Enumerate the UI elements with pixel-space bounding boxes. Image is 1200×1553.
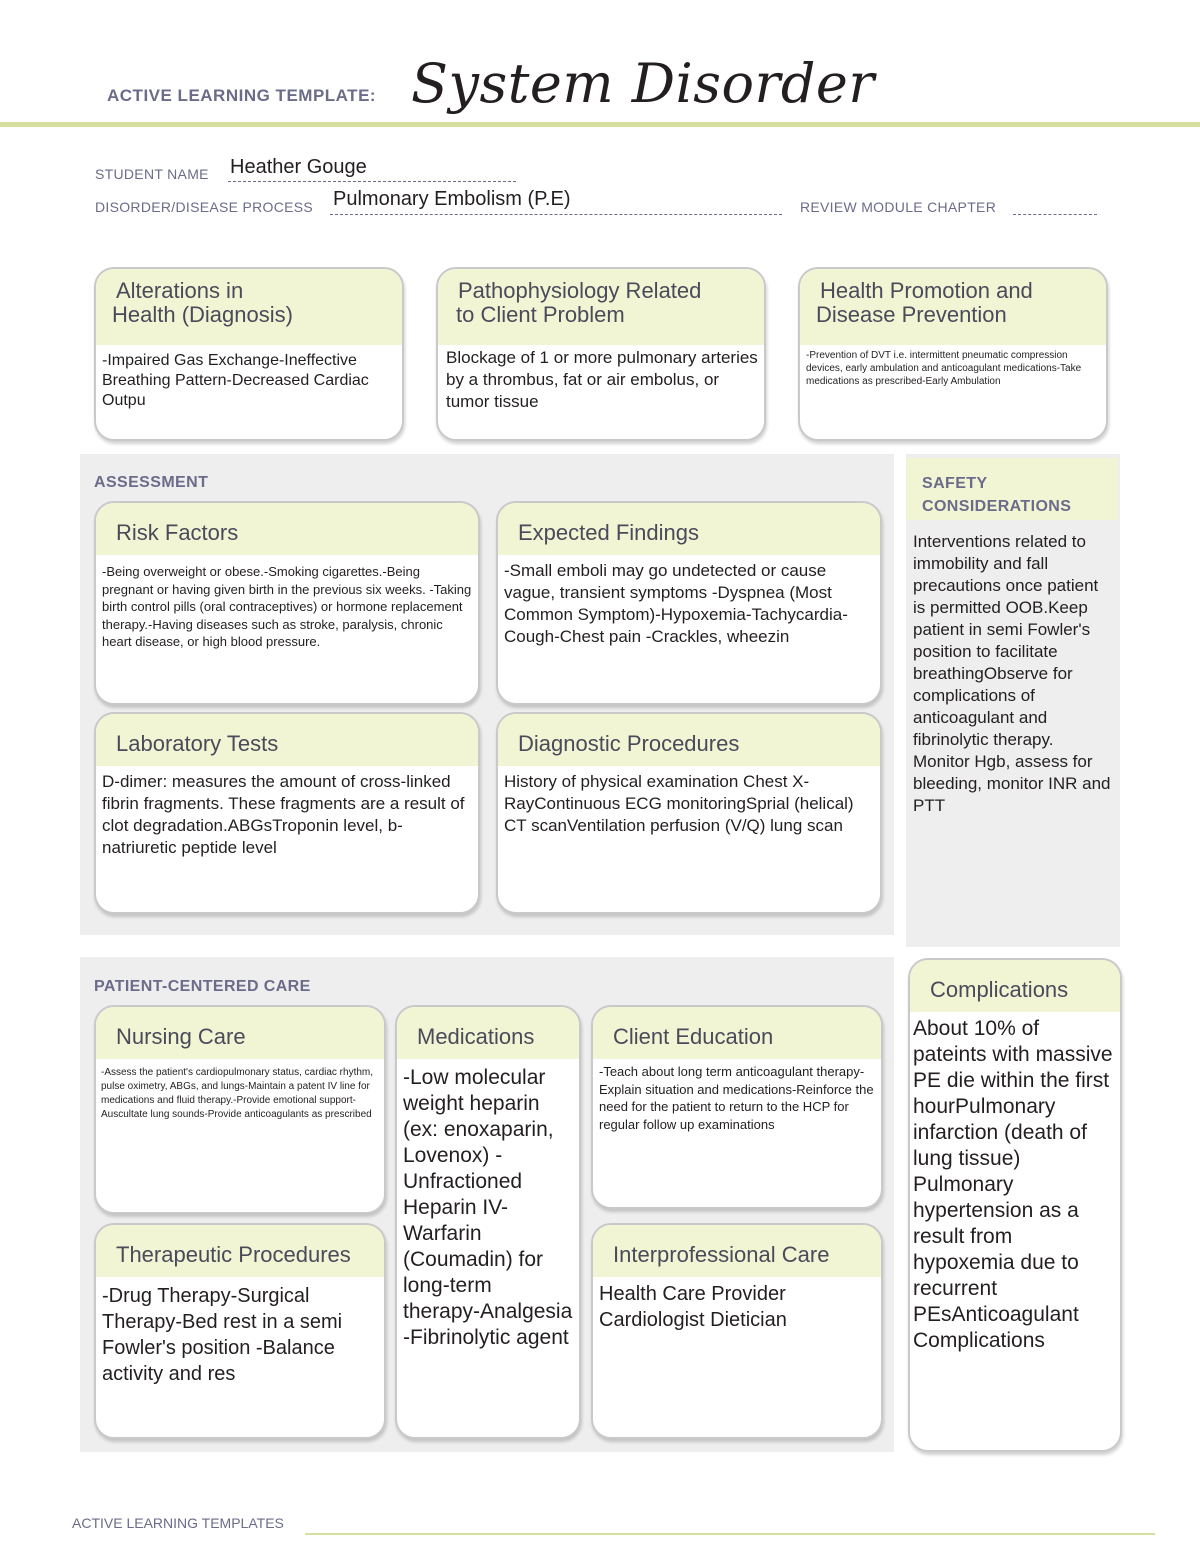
expected-findings-title: Expected Findings bbox=[518, 520, 699, 545]
expected-findings-text[interactable]: -Small emboli may go undetected or cause vague, transient symptoms -Dyspnea (Most Common Symptom)-Hypoxemia-Tachycardia-Cough-Chest pain -Crackles, wheezin bbox=[504, 561, 848, 646]
client-education-title: Client Education bbox=[613, 1024, 774, 1049]
patient-centered-care-label: PATIENT-CENTERED CARE bbox=[94, 978, 311, 995]
laboratory-tests-header bbox=[96, 714, 478, 766]
risk-factors-title: Risk Factors bbox=[116, 520, 239, 545]
pathophysiology-title-line1: Pathophysiology Related bbox=[458, 278, 702, 303]
medications-title: Medications bbox=[417, 1024, 535, 1049]
laboratory-tests-title: Laboratory Tests bbox=[116, 731, 279, 756]
nursing-care-header bbox=[96, 1007, 384, 1059]
health-promotion-header bbox=[800, 269, 1106, 345]
complications-box bbox=[908, 958, 1122, 1452]
alterations-title-line1: Alterations in bbox=[116, 278, 244, 303]
medications-text[interactable]: -Low molecular weight heparin (ex: enoxaparin, Lovenox) -Unfractioned Heparin IV-Warfarin (Coumadin) for long-term therapy-Analgesia -Fibrinolytic agent bbox=[403, 1066, 573, 1349]
pathophysiology-box bbox=[436, 267, 766, 441]
health-promotion-title-line2: Disease Prevention bbox=[816, 302, 1007, 327]
header-divider bbox=[0, 122, 1200, 127]
laboratory-tests-text[interactable]: D-dimer: measures the amount of cross-linked fibrin fragments. These fragments are a result of clot degradation.ABGsTroponin level, b-natriuretic peptide level bbox=[102, 772, 465, 857]
diagnostic-procedures-title: Diagnostic Procedures bbox=[518, 731, 740, 756]
client-education-header bbox=[593, 1007, 881, 1059]
medications-header bbox=[397, 1007, 579, 1059]
medications-box bbox=[395, 1005, 581, 1439]
page-title: System Disorder bbox=[411, 52, 875, 115]
therapeutic-procedures-text[interactable]: -Drug Therapy-Surgical Therapy-Bed rest in a semi Fowler's position -Balance activity and res bbox=[102, 1285, 343, 1385]
assessment-section-label: ASSESSMENT bbox=[94, 474, 209, 491]
complications-header bbox=[910, 960, 1120, 1012]
therapeutic-procedures-header bbox=[96, 1225, 384, 1277]
safety-label-line1: SAFETY bbox=[922, 475, 988, 492]
diagnostic-procedures-header bbox=[498, 714, 880, 766]
review-module-underline[interactable] bbox=[1013, 214, 1097, 215]
safety-header bbox=[906, 458, 1118, 520]
expected-findings-header bbox=[498, 503, 880, 555]
safety-label-line2: CONSIDERATIONS bbox=[922, 498, 1072, 515]
complications-text[interactable]: About 10% of pateints with massive PE die within the first hourPulmonary infarction (death of lung tissue) Pulmonary hypertension as a result from hypoxemia due to recurrent PEsAnticoagulant Complications bbox=[913, 1017, 1113, 1352]
risk-factors-text[interactable]: -Being overweight or obese.-Smoking cigarettes.-Being pregnant or having given birth in the previous six weeks. -Taking birth control pills (oral contraceptives) or hormone replacement therapy.-Having diseases such as stroke, paralysis, chronic heart disease, or high blood pressure. bbox=[102, 564, 472, 649]
laboratory-tests-box bbox=[94, 712, 480, 914]
alterations-text[interactable]: -Impaired Gas Exchange-Ineffective Breathing Pattern-Decreased Cardiac Outpu bbox=[102, 352, 369, 409]
therapeutic-procedures-box bbox=[94, 1223, 386, 1439]
health-promotion-text[interactable]: -Prevention of DVT i.e. intermittent pneumatic compression devices, early ambulation and anticoagulant medications-Take medications as prescribed-Early Ambulation bbox=[806, 350, 1082, 387]
interprofessional-care-text[interactable]: Health Care Provider Cardiologist Dietician bbox=[599, 1283, 787, 1331]
client-education-box bbox=[591, 1005, 883, 1209]
risk-factors-header bbox=[96, 503, 478, 555]
safety-text[interactable]: Interventions related to immobility and fall precautions once patient is permitted OOB.Keep patient in semi Fowler's position to facilitate breathingObserve for complications of anticoagulant and fibrinolytic therapy. Monitor Hgb, assess for bleeding, monitor INR and PTT bbox=[913, 532, 1111, 815]
disorder-value[interactable]: Pulmonary Embolism (P.E) bbox=[333, 188, 571, 210]
interprofessional-care-box bbox=[591, 1223, 883, 1439]
pathophysiology-header bbox=[438, 269, 764, 345]
interprofessional-care-title: Interprofessional Care bbox=[613, 1242, 830, 1267]
review-module-label: REVIEW MODULE CHAPTER bbox=[800, 199, 997, 215]
alterations-in-health-box bbox=[94, 267, 404, 441]
alterations-in-health-header bbox=[96, 269, 402, 345]
diagnostic-procedures-box bbox=[496, 712, 882, 914]
interprofessional-care-header bbox=[593, 1225, 881, 1277]
template-label: ACTIVE LEARNING TEMPLATE: bbox=[107, 86, 377, 105]
footer-label: ACTIVE LEARNING TEMPLATES bbox=[72, 1515, 284, 1531]
nursing-care-title: Nursing Care bbox=[116, 1024, 246, 1049]
expected-findings-box bbox=[496, 501, 882, 705]
disorder-underline bbox=[330, 214, 782, 215]
nursing-care-text[interactable]: -Assess the patient's cardiopulmonary status, cardiac rhythm, pulse oximetry, ABGs, and lungs-Maintain a patent IV line for medications and fluid therapy.-Provide emotional support-Auscultate lung sounds-Provide anticoagulants as prescribed bbox=[101, 1067, 374, 1120]
student-name-value[interactable]: Heather Gouge bbox=[230, 156, 367, 178]
risk-factors-box bbox=[94, 501, 480, 705]
diagnostic-procedures-text[interactable]: History of physical examination Chest X-RayContinuous ECG monitoringSprial (helical) CT scanVentilation perfusion (V/Q) lung scan bbox=[504, 772, 854, 835]
nursing-care-box bbox=[94, 1005, 386, 1214]
health-promotion-box bbox=[798, 267, 1108, 441]
therapeutic-procedures-title: Therapeutic Procedures bbox=[116, 1242, 351, 1267]
footer-divider bbox=[305, 1533, 1155, 1535]
health-promotion-title-line1: Health Promotion and bbox=[820, 278, 1033, 303]
disorder-label: DISORDER/DISEASE PROCESS bbox=[95, 199, 314, 215]
alterations-title-line2: Health (Diagnosis) bbox=[112, 302, 293, 327]
student-name-label: STUDENT NAME bbox=[95, 166, 209, 182]
client-education-text[interactable]: -Teach about long term anticoagulant therapy-Explain situation and medications-Reinforce the need for the patient to return to the HCP for regular follow up examinations bbox=[599, 1064, 874, 1132]
pathophysiology-text[interactable]: Blockage of 1 or more pulmonary arteries by a thrombus, fat or air embolus, or tumor tissue bbox=[446, 348, 758, 411]
complications-title: Complications bbox=[930, 977, 1069, 1002]
student-name-underline bbox=[228, 181, 516, 182]
pathophysiology-title-line2: to Client Problem bbox=[456, 302, 625, 327]
